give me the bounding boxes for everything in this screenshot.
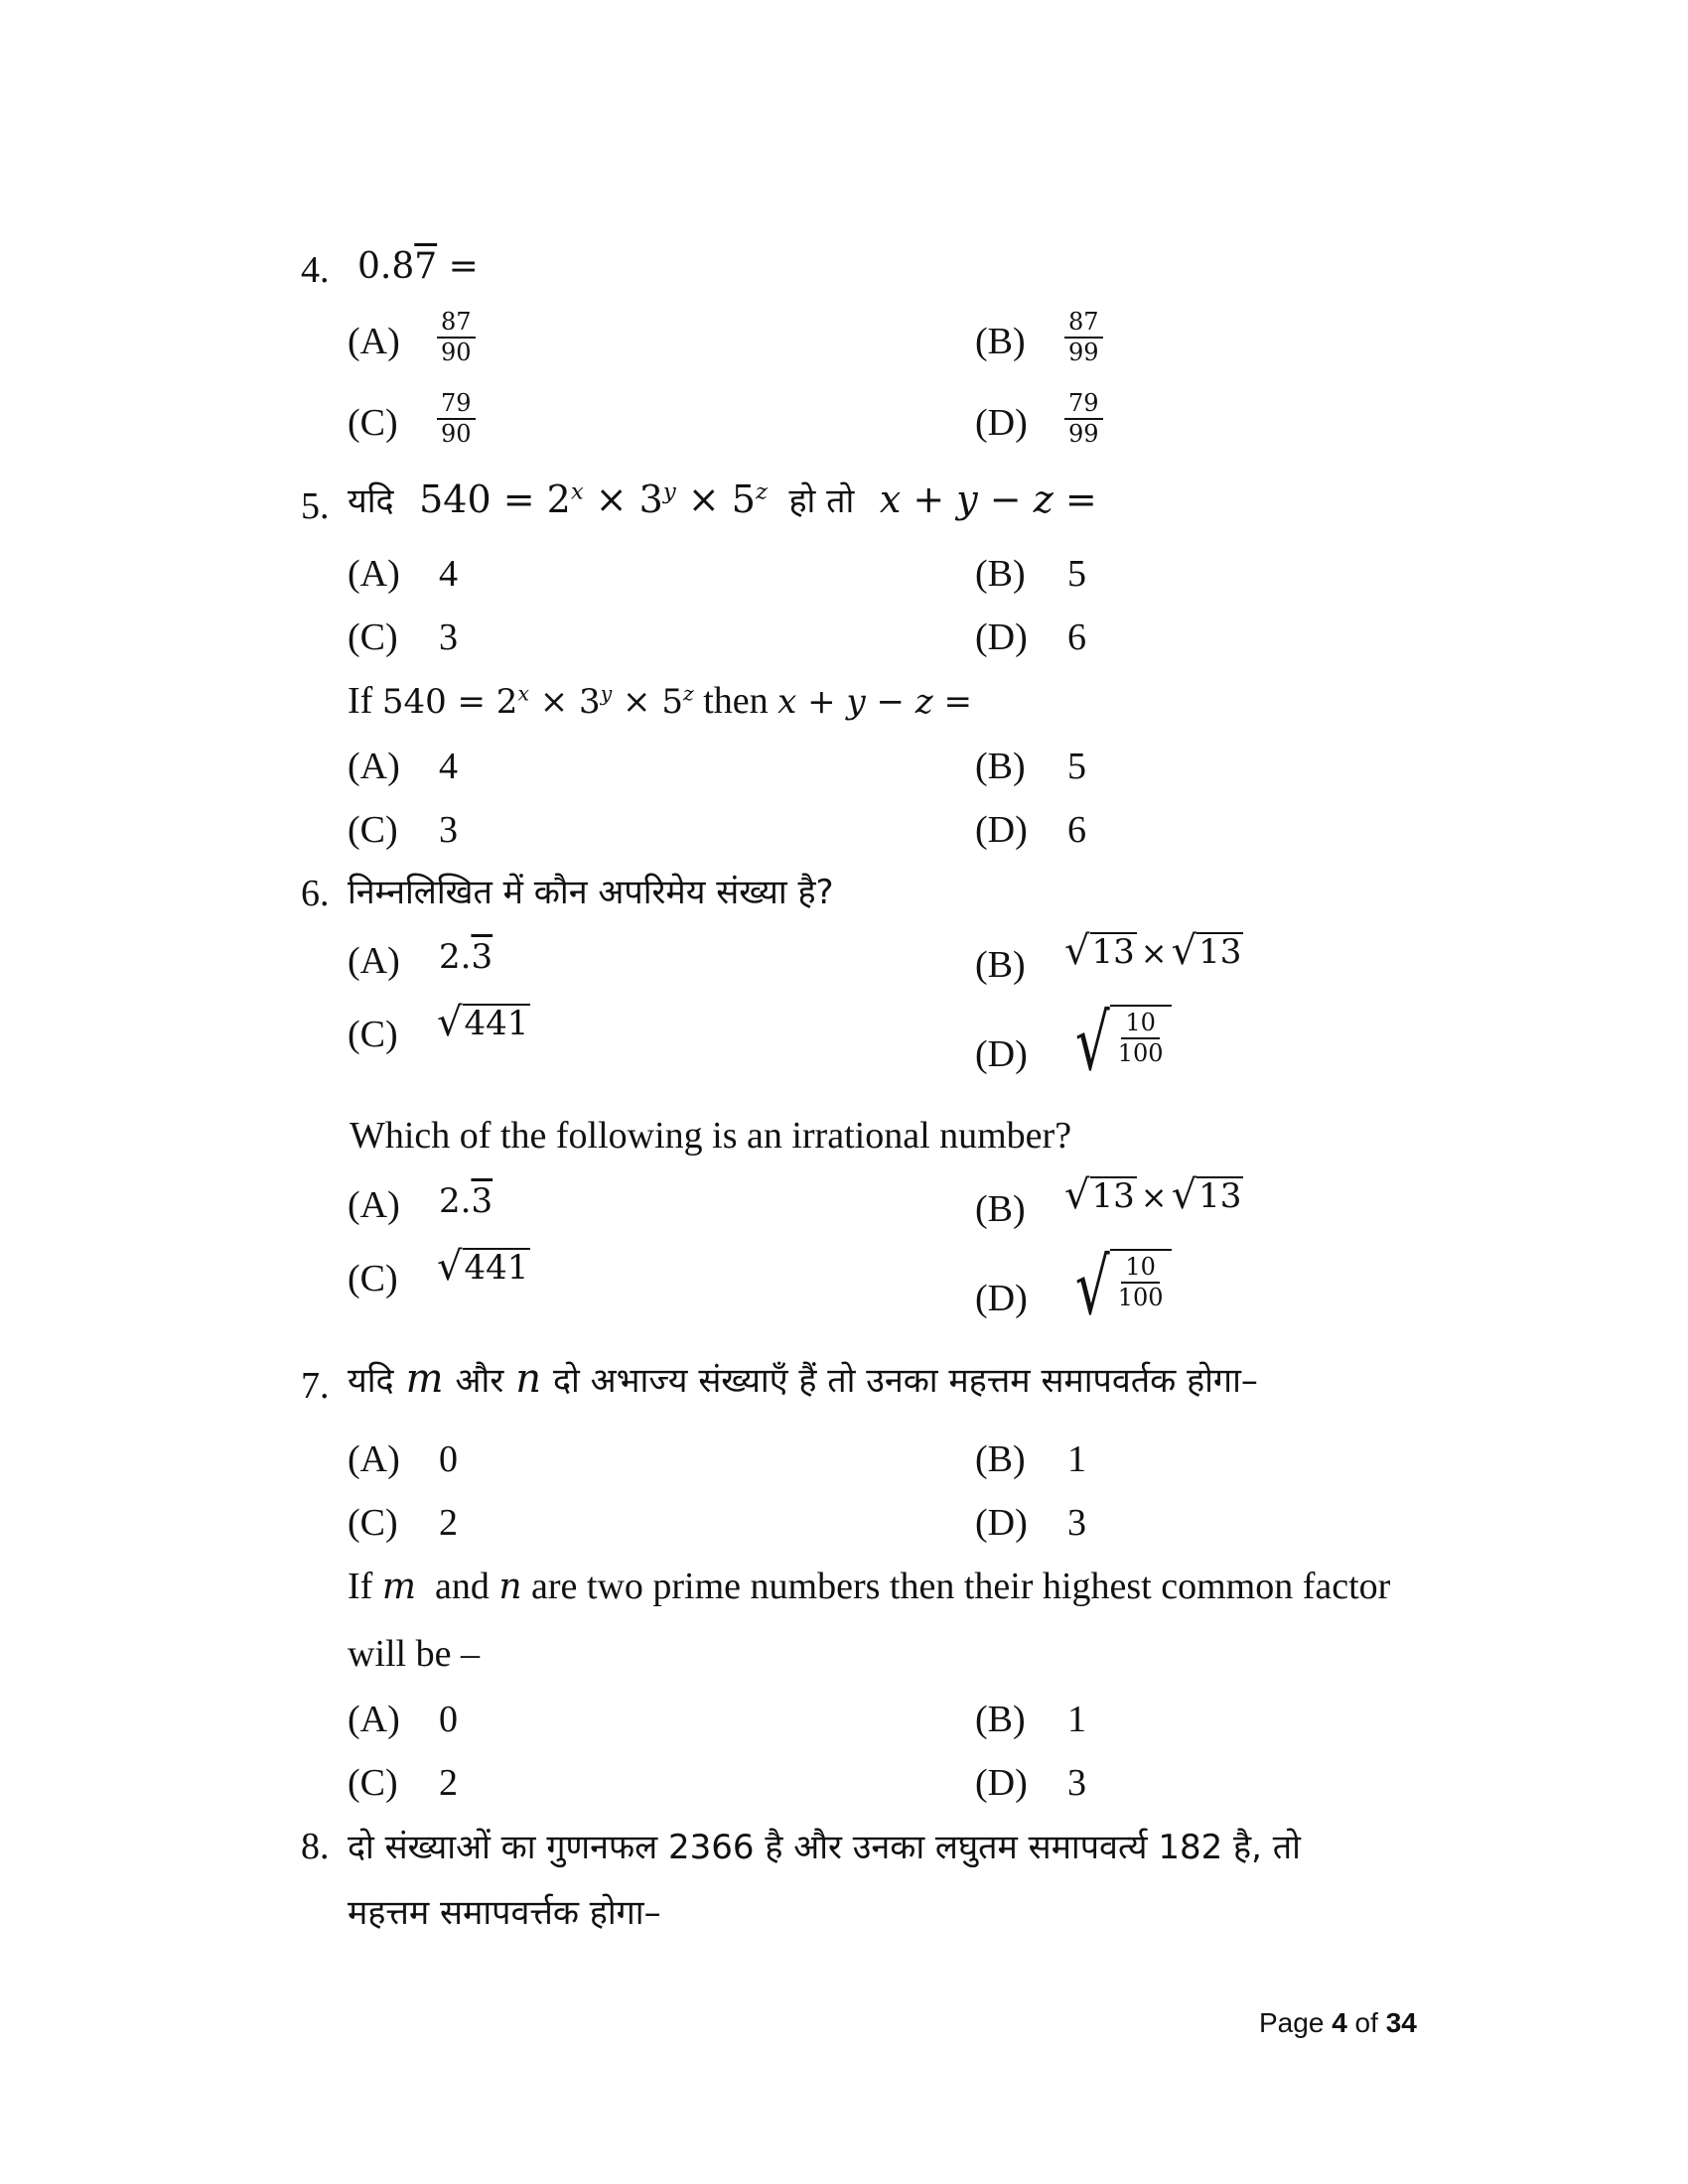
option-value: 3 — [439, 616, 458, 658]
option-fraction — [1064, 310, 1103, 365]
option-fraction — [437, 310, 476, 365]
fraction-numerator: 10 — [1121, 1011, 1160, 1039]
question-number: 8. — [301, 1826, 330, 1867]
option-value: 6 — [1067, 809, 1086, 851]
option-value: 4 — [439, 553, 458, 595]
footer-text: of — [1354, 2007, 1378, 2038]
radicand: 441 — [464, 1247, 529, 1288]
fraction-numerator: 79 — [1064, 391, 1103, 420]
option-label: (C) — [348, 1014, 398, 1055]
option-value: 0 — [439, 1699, 458, 1740]
stem-text: यदि — [348, 481, 394, 521]
option-value: √ $\frac{10}{100}$ — [1060, 1005, 1172, 1082]
option-fraction — [1064, 391, 1103, 447]
option-value: 3 — [1067, 1502, 1086, 1544]
question-number: 4. — [301, 249, 330, 291]
option-value: 1 — [1067, 1438, 1086, 1480]
option-value: 3 — [439, 809, 458, 851]
radicand: 13 — [1091, 931, 1135, 972]
option-label: (D) — [975, 809, 1028, 851]
option-label: (D) — [975, 1033, 1028, 1075]
question-stem-english: If $540 = 2^x \times 3^y \times 5^z$ then x + y − z = — [348, 680, 973, 722]
option-label: (C) — [348, 809, 398, 851]
option-label: (A) — [348, 746, 400, 787]
question-number: 5. — [301, 485, 330, 527]
fraction-numerator: 79 — [437, 391, 476, 420]
option-value: 2 — [439, 1502, 458, 1544]
current-page-number: 4 — [1332, 2007, 1347, 2038]
question-stem-hindi — [348, 1356, 1258, 1402]
option-label: (C) — [348, 402, 398, 444]
option-value: 2.3 — [439, 937, 493, 977]
option-label: (B) — [975, 746, 1026, 787]
question-stem: 0.87 = — [357, 246, 479, 287]
stem-text: हो तो — [788, 481, 855, 521]
option-value: 2.3 — [439, 1181, 493, 1221]
option-label: (C) — [348, 616, 398, 658]
option-label: (A) — [348, 1438, 400, 1480]
option-value: 3 — [1067, 1762, 1086, 1804]
option-label: (A) — [348, 553, 400, 595]
question-stem-hindi: निम्नलिखित में कौन अपरिमेय संख्या है? — [348, 873, 834, 912]
option-label: (D) — [975, 1502, 1028, 1544]
option-value: 5 — [1067, 746, 1086, 787]
variable: m — [381, 1567, 416, 1607]
option-label: (C) — [348, 1762, 398, 1804]
radicand: 13 — [1198, 931, 1242, 972]
option-value: 0 — [439, 1438, 458, 1480]
stem-text: यदि — [348, 1361, 394, 1401]
question-stem-hindi: दो संख्याओं का गुणनफल 2366 है और उनका लघुतम समापवर्त्य 182 है, तो — [348, 1828, 1301, 1867]
option-value: √ 13 × √ 13 — [1064, 928, 1242, 974]
fraction-numerator: 87 — [1064, 310, 1103, 339]
option-label: (A) — [348, 321, 400, 362]
option-value: 1 — [1067, 1699, 1086, 1740]
option-value: √ $\frac{10}{100}$ — [1060, 1249, 1172, 1326]
option-label: (D) — [975, 1278, 1028, 1319]
option-value: √ 13 × √ 13 — [1064, 1172, 1242, 1218]
option-label: (D) — [975, 616, 1028, 658]
option-label: (B) — [975, 1188, 1026, 1230]
stem-text: are two prime numbers then their highest common factor — [531, 1566, 1391, 1607]
fraction-denominator: 90 — [441, 339, 472, 367]
fraction-numerator: 87 — [437, 310, 476, 339]
option-label: (B) — [975, 553, 1026, 595]
fraction-denominator: 99 — [1068, 339, 1099, 367]
option-label: (B) — [975, 944, 1026, 986]
question-stem-hindi-line2: महत्तम समापवर्त्तक होगा– — [348, 1893, 661, 1933]
option-label: (B) — [975, 1438, 1026, 1480]
option-value: 2 — [439, 1762, 458, 1804]
radicand: 13 — [1198, 1175, 1242, 1216]
fraction-denominator: 100 — [1117, 1284, 1164, 1312]
option-label: (B) — [975, 321, 1026, 362]
option-value: √ 441 — [437, 1244, 529, 1290]
option-value: 6 — [1067, 616, 1086, 658]
variable: m — [405, 1356, 444, 1402]
stem-text: दो अभाज्य संख्याएँ हैं तो उनका महत्तम समापवर्तक होगा– — [553, 1361, 1258, 1401]
footer-text: Page — [1259, 2007, 1325, 2038]
question-number: 7. — [301, 1365, 330, 1407]
variable: n — [515, 1356, 541, 1402]
option-label: (D) — [975, 402, 1028, 444]
stem-text: then — [703, 680, 769, 722]
fraction-denominator: 99 — [1068, 420, 1099, 449]
stem-text: If — [348, 1566, 373, 1607]
fraction-denominator: 90 — [441, 420, 472, 449]
option-label: (D) — [975, 1762, 1028, 1804]
fraction-numerator: 10 — [1121, 1255, 1160, 1284]
stem-text: और — [455, 1361, 504, 1401]
option-label: (B) — [975, 1699, 1026, 1740]
option-label: (A) — [348, 1699, 400, 1740]
stem-text: and — [434, 1566, 490, 1607]
option-value: 4 — [439, 746, 458, 787]
option-value: 5 — [1067, 553, 1086, 595]
question-stem-hindi: यदि $540 = 2^x \times 3^y \times 5^z$ हो तो x + y − z = — [348, 478, 1097, 521]
option-label: (C) — [348, 1502, 398, 1544]
option-label: (A) — [348, 940, 400, 982]
stem-text: If — [348, 680, 373, 722]
option-fraction — [437, 391, 476, 447]
question-stem-english — [348, 1565, 1390, 1608]
option-value: √ 441 — [437, 1000, 529, 1045]
option-label: (C) — [348, 1258, 398, 1299]
page-footer — [1259, 2007, 1417, 2039]
radicand: 13 — [1091, 1175, 1135, 1216]
question-number: 6. — [301, 873, 330, 914]
fraction-denominator: 100 — [1117, 1039, 1164, 1068]
variable: n — [498, 1567, 522, 1607]
question-stem-english: Which of the following is an irrational number? — [350, 1115, 1072, 1157]
question-stem-english-line2: will be – — [348, 1633, 480, 1675]
radicand: 441 — [464, 1003, 529, 1043]
total-page-count: 34 — [1385, 2007, 1417, 2038]
option-label: (A) — [348, 1184, 400, 1226]
